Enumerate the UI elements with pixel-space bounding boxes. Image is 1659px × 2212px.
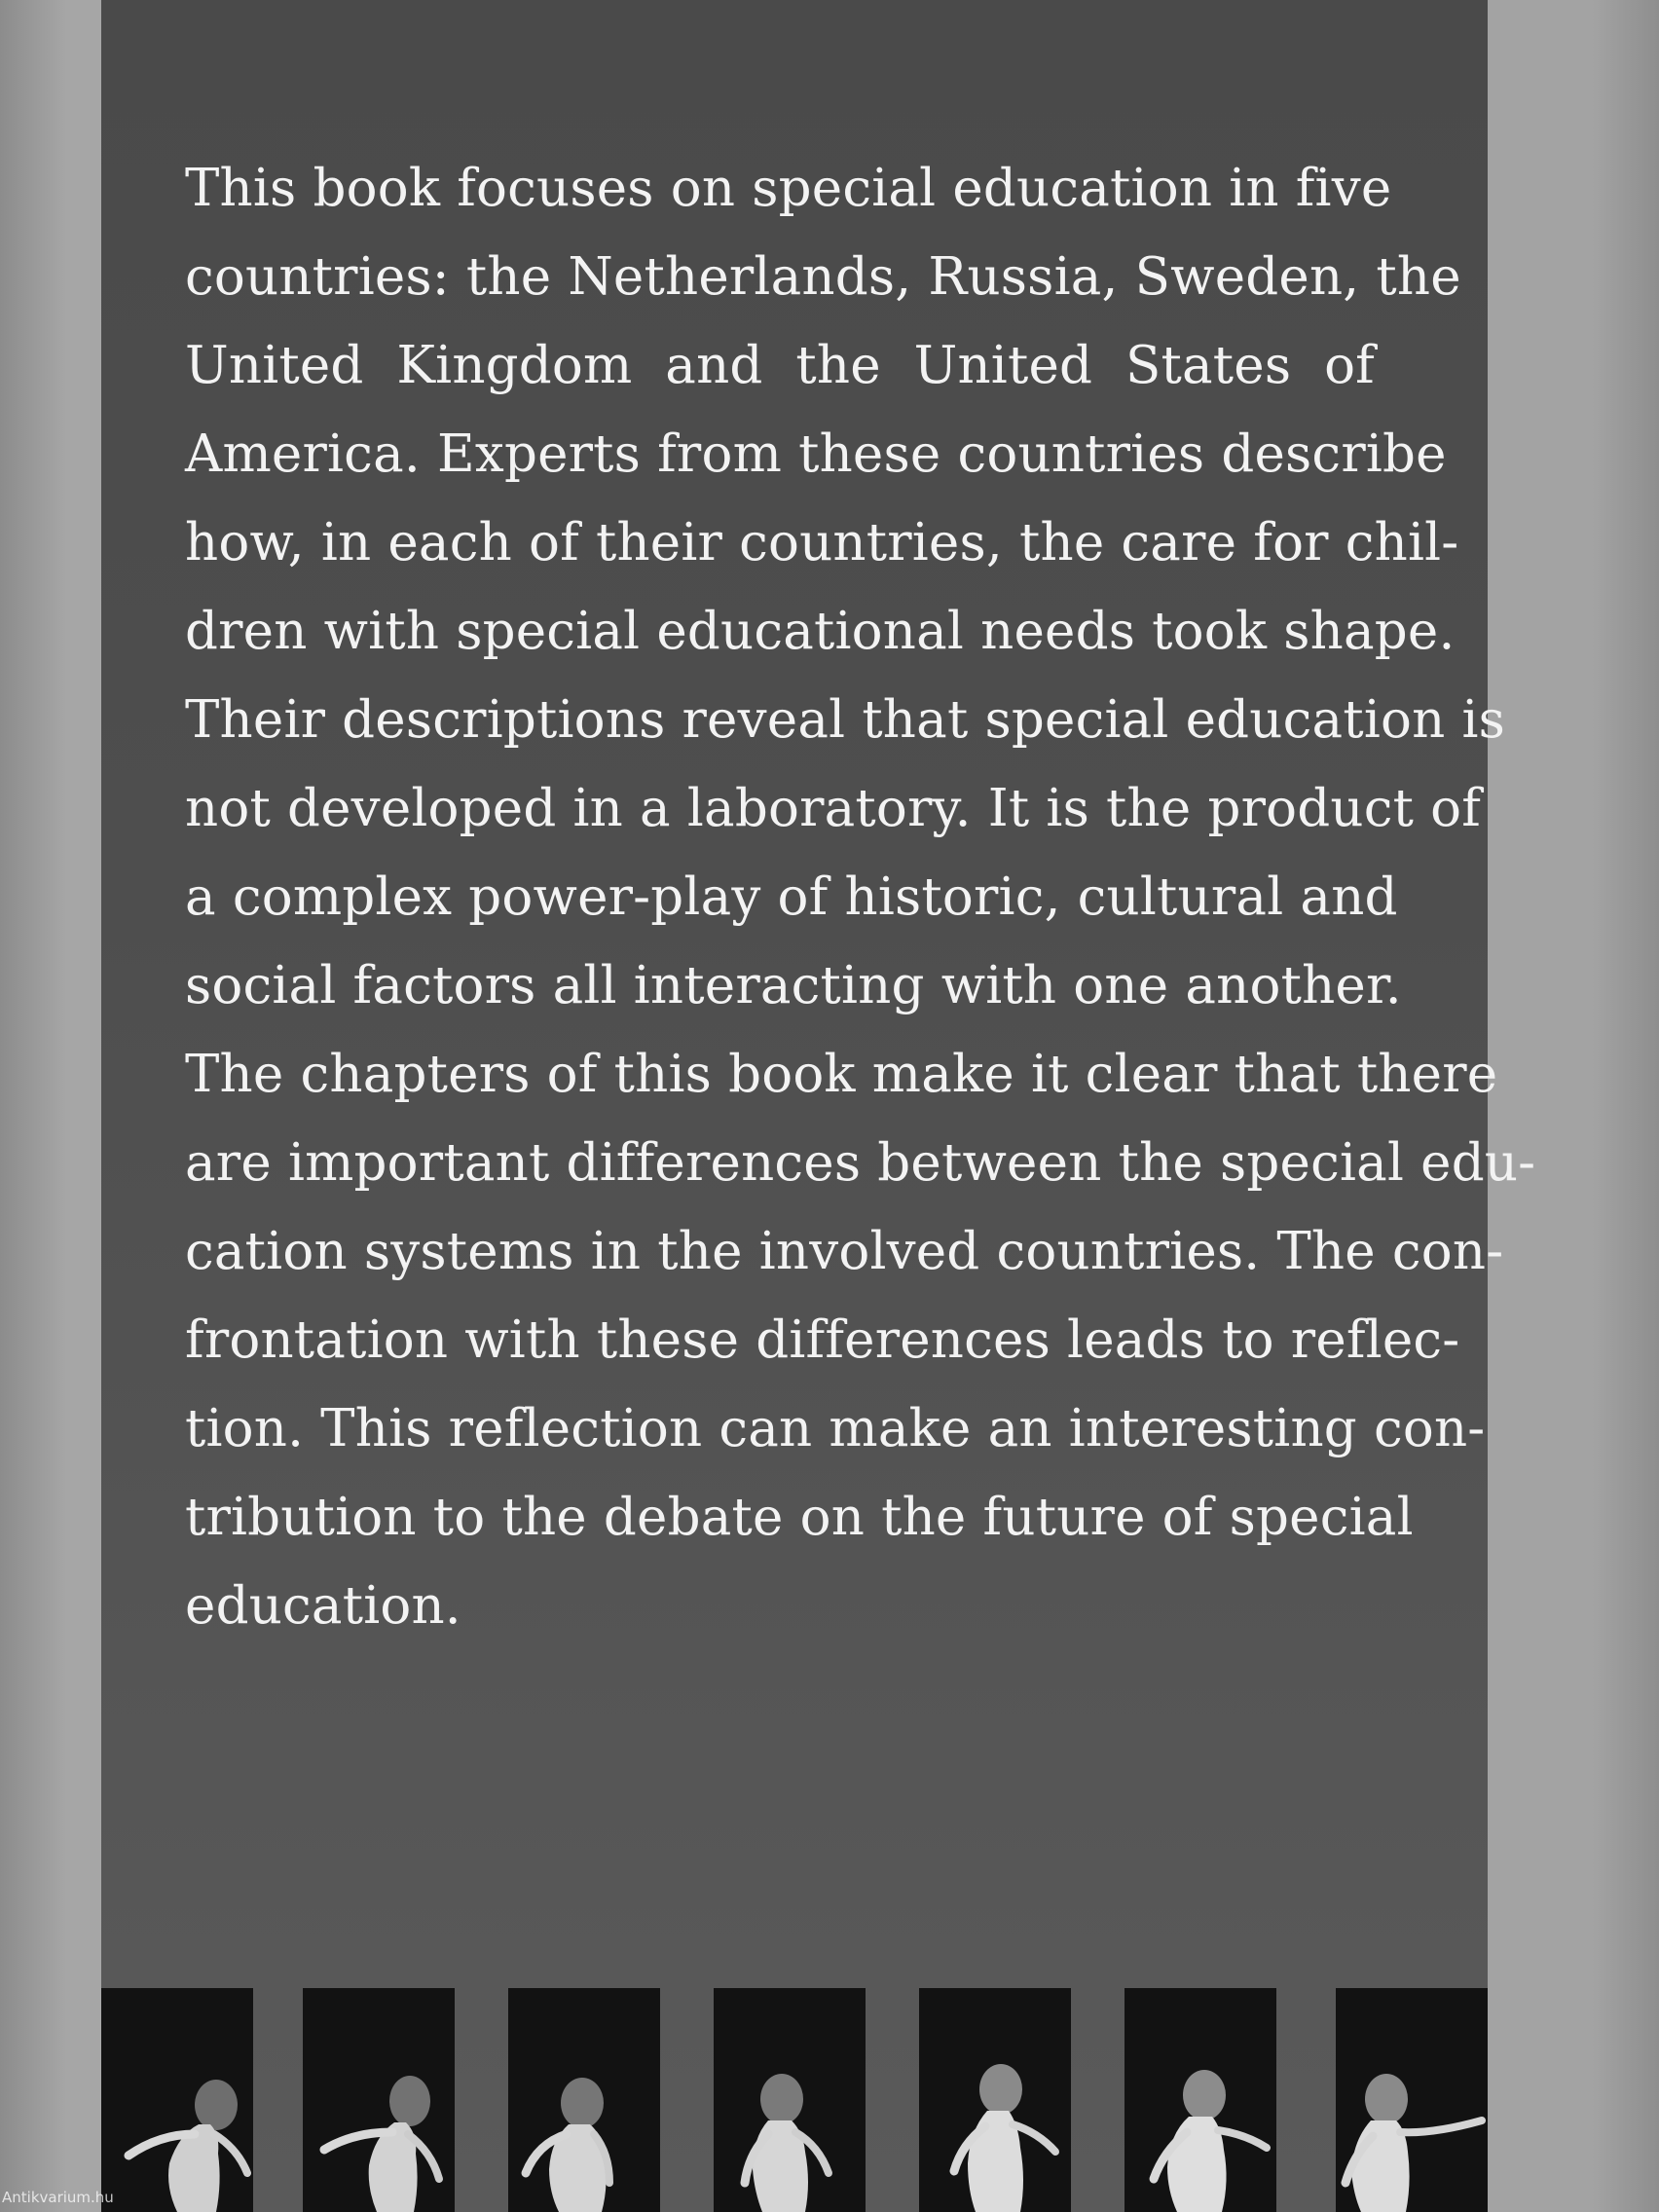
blurb-text — [185, 144, 1536, 1650]
blurb-line: not developed in a laboratory. It is the product of — [185, 779, 1482, 838]
film-frame — [508, 1988, 660, 2212]
child-figure-image — [303, 1988, 455, 2212]
film-frame — [714, 1988, 866, 2212]
blurb-line: tribution to the debate on the future of special — [185, 1488, 1414, 1547]
blurb-line: tion. This reflection can make an interesting con- — [185, 1399, 1486, 1458]
blurb-paragraph-2 — [185, 1030, 1536, 1650]
watermark-text: Antikvarium.hu — [2, 2189, 114, 2206]
child-figure-image — [508, 1988, 660, 2212]
blurb-line: The chapters of this book make it clear that there — [185, 1045, 1498, 1104]
blurb-line: a complex power-play of historic, cultural and — [185, 867, 1398, 927]
blurb-line: America. Experts from these countries describe — [185, 424, 1447, 484]
blurb-line: This book focuses on special education in five — [185, 159, 1392, 218]
blurb-line: Their descriptions reveal that special education is — [185, 690, 1506, 750]
blurb-line: United Kingdom and the United States of — [185, 336, 1375, 395]
blurb-line: dren with special educational needs took shape. — [185, 602, 1456, 661]
blurb-line: social factors all interacting with one another. — [185, 956, 1402, 1015]
blurb-line: countries: the Netherlands, Russia, Sweden, the — [185, 247, 1461, 307]
film-frame — [303, 1988, 455, 2212]
child-figure-image — [1336, 1988, 1488, 2212]
blurb-paragraph-1 — [185, 144, 1506, 1030]
blurb-line: education. — [185, 1576, 461, 1636]
film-frame — [1336, 1988, 1488, 2212]
child-figure-image — [919, 1988, 1071, 2212]
child-figure-image — [714, 1988, 866, 2212]
blurb-line: cation systems in the involved countries. The con- — [185, 1222, 1504, 1281]
child-figure-image — [101, 1988, 253, 2212]
film-frame — [101, 1988, 253, 2212]
photo-filmstrip — [101, 1988, 1488, 2212]
blurb-line: are important differences between the special edu- — [185, 1133, 1536, 1193]
blurb-line: frontation with these differences leads to reflec- — [185, 1310, 1460, 1370]
film-frame — [919, 1988, 1071, 2212]
blurb-line: how, in each of their countries, the care for chil- — [185, 513, 1459, 572]
child-figure-image — [1124, 1988, 1276, 2212]
film-frame — [1124, 1988, 1276, 2212]
